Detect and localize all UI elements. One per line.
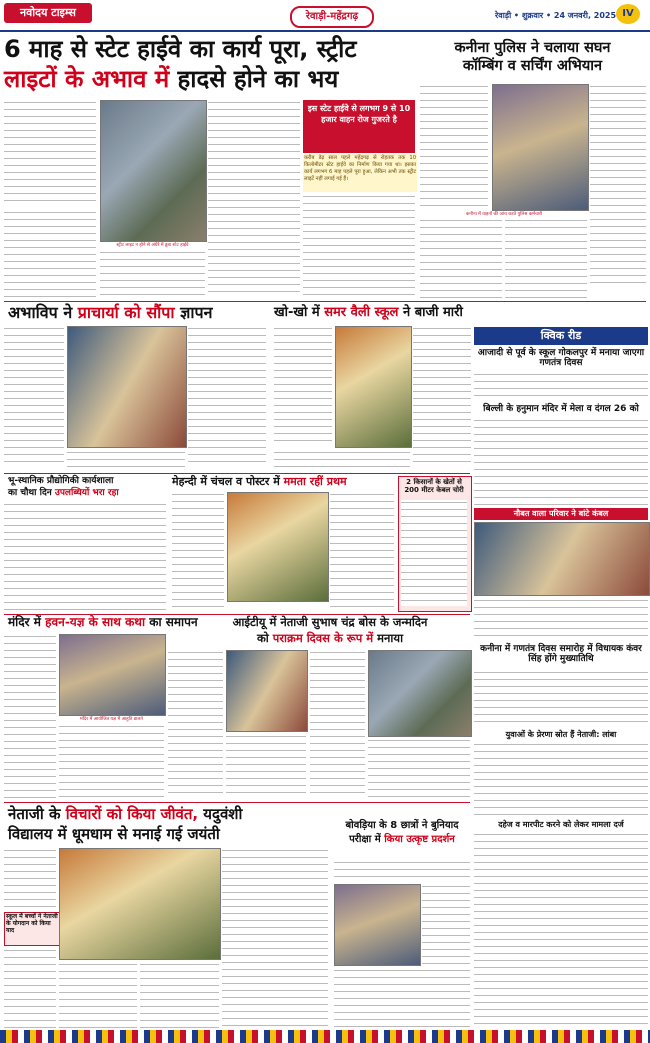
footer-bar [0, 1030, 650, 1043]
lead-headline-red: लाइटों के अभाव में [4, 65, 170, 93]
bhu-headline-c: उपलब्धियों भरा रहा [54, 488, 119, 498]
bodiya-headline-b: परीक्षा में [349, 834, 385, 845]
mandir-text-col2 [59, 724, 164, 799]
divider [4, 301, 646, 302]
khokho-headline-b: समर वैली स्कूल [324, 305, 399, 320]
quickread-text2 [474, 418, 648, 506]
page-number: IV [616, 4, 640, 24]
abvp-text-col1 [4, 326, 64, 466]
khokho-headline-a: खो-खो में [274, 305, 325, 320]
bhu-headline-b: का चौथा दिन [8, 488, 55, 498]
iti-photo2 [368, 650, 472, 737]
netaji-text-col3 [140, 962, 219, 1028]
police-headline-line2: कॉम्बिंग व सर्चिंग अभियान [462, 58, 603, 74]
dateline: रेवाड़ी • शुक्रवार • 24 जनवरी, 2025 [495, 11, 617, 20]
abvp-photo [67, 326, 187, 448]
farmers-text [401, 500, 467, 606]
abvp-headline [8, 304, 268, 322]
mandir-headline-a: मंदिर में [8, 615, 46, 629]
mandir-text-col1 [4, 634, 56, 799]
quickread-h5: युवाओं के प्रेरणा स्रोत हैं नेताजी: लांबा [505, 730, 617, 739]
bodiya-headline-c: किया उत्कृष्ट प्रदर्शन [384, 834, 455, 845]
bhu-text [4, 502, 166, 610]
lead-headline-line1: 6 माह से स्टेट हाईवे का कार्य पूरा, स्ट्रीट [4, 35, 357, 63]
quickread-h6: दहेज व मारपीट करने को लेकर मामला दर्ज [498, 820, 624, 829]
iti-text-col4 [368, 738, 470, 798]
netaji-text-col4 [222, 848, 328, 1028]
city-label: रेवाड़ी-महेंद्रगढ़ [290, 6, 374, 28]
mehndi-headline-b: ममता रहीं प्रथम [283, 475, 347, 488]
abvp-headline-a: अभाविप ने [8, 303, 78, 322]
lead-text-col3 [208, 100, 300, 298]
iti-headline-c: पराक्रम दिवस के रूप में [272, 631, 374, 645]
mehndi-headline [172, 476, 397, 489]
police-photo-caption: कनीना में वाहनों की जांच करते पुलिस कर्मचारी [465, 212, 543, 217]
khokho-photo [335, 326, 412, 448]
netaji-headline-line1 [8, 806, 328, 823]
police-photo [492, 84, 589, 211]
abvp-headline-c: ज्ञापन [174, 303, 213, 322]
brand-logo: नवोदय टाइम्स [4, 3, 92, 23]
khokho-text-col3 [413, 326, 471, 466]
lead-highlight-body: करीब डेढ़ साल पहले महेंद्रगढ़ से रोहतक तक 10 किलोमीटर स्टेट हाईवे का निर्माण किया गया था। इसका कार्य लगभग 6 माह पहले पूरा हुआ, लेकिन अभी तक स्ट्रीट लाइटें नहीं लगाई गई हैं। [303, 154, 417, 192]
lead-text-col2 [100, 250, 205, 298]
police-headline-line1: कनीना पुलिस ने चलाया सघन [454, 40, 611, 56]
lead-text-col4 [303, 194, 415, 298]
lead-text-col1b [4, 210, 96, 298]
police-text-col3 [590, 84, 646, 289]
abvp-text-col3 [188, 326, 266, 466]
iti-text-col3 [310, 650, 365, 798]
netaji-text-col2 [59, 962, 137, 1028]
netaji-photo [59, 848, 221, 960]
mehndi-text-col3 [330, 492, 394, 610]
farmers-headline: 2 किसानों के खेतों से 200 मीटर केबल चोरी [404, 478, 464, 495]
mehndi-text-col1 [172, 492, 224, 610]
quickread-h3: नौबत वाला परिवार ने बांटे कंबल [474, 508, 648, 520]
mandir-photo-caption: मंदिर में आयोजित यज्ञ में आहुति डालते [80, 717, 143, 722]
lead-text-col1 [4, 100, 96, 205]
iti-headline-b: को [256, 631, 273, 645]
divider [4, 802, 470, 803]
bodiya-text-col2 [422, 884, 470, 964]
quickread-title: क्विक रीड [474, 327, 648, 345]
quickread-text5 [474, 742, 648, 818]
netaji-headline-line2: विद्यालय में धूमधाम से मनाई गई जयंती [8, 825, 220, 843]
lead-headline-black: हादसे होने का भय [169, 65, 339, 93]
lead-photo-caption: स्ट्रीट लाइट न होने से अंधेरे में डूबा स्टेट हाईवे [116, 243, 189, 248]
khokho-headline-c: ने बाजी मारी [398, 305, 463, 320]
quickread-h4: कनीना में गणतंत्र दिवस समारोह में विधायक कंवर सिंह होंगे मुख्यातिथि [480, 644, 642, 665]
police-text-col1b [420, 218, 502, 298]
mandir-headline-c: का समापन [145, 615, 198, 629]
netaji-headline-c: यदुवंशी [198, 805, 243, 823]
mandir-photo [59, 634, 166, 716]
lead-highlight-box: इस स्टेट हाईवे से लगभग 9 से 10 हजार वाहन रोज गुजरते है [303, 100, 415, 153]
netaji-subhead: स्कूल में बच्चों ने नेताजी के योगदान को किया याद [4, 912, 60, 946]
khokho-text-foot [274, 450, 410, 470]
abvp-text-foot [67, 450, 185, 470]
netaji-headline-b: विचारों को किया जीवंत, [65, 805, 199, 823]
bodiya-text-top [334, 860, 470, 880]
iti-headline-line2 [190, 632, 470, 645]
bhu-headline-line2 [8, 488, 168, 498]
bodiya-headline-line1: बोवड़िया के 8 छात्रों ने बुनियाद [345, 820, 459, 831]
bodiya-headline-line2 [334, 834, 470, 846]
quickread-text4 [474, 670, 648, 728]
iti-headline-line1: आईटीयू में नेताजी सुभाष चंद्र बोस के जन्मदिन [232, 615, 428, 629]
bhu-headline-line1: भू-स्थानिक प्रौद्योगिकी कार्यशाला [8, 476, 114, 486]
quickread-h1: आजादी से पूर्व के स्कूल गोकलपुर में मनाया जाएगा गणतंत्र दिवस [477, 348, 645, 369]
mehndi-photo [227, 492, 329, 602]
iti-headline-d: मनाया [373, 631, 404, 645]
netaji-text-col1 [4, 848, 56, 908]
khokho-text-col1 [274, 326, 332, 446]
bodiya-photo [334, 884, 421, 966]
lead-photo [100, 100, 207, 242]
mandir-headline-b: हवन-यज्ञ के साथ कथा [45, 615, 146, 629]
police-text-col1 [420, 84, 488, 209]
khokho-headline [274, 306, 470, 321]
iti-text-col2 [226, 734, 306, 798]
quickread-h2: बिल्ली के हनुमान मंदिर में मेला व दंगल 26 को [483, 404, 639, 414]
netaji-text-col1b [4, 948, 56, 1028]
abvp-headline-b: प्राचार्या को सौंपा [77, 303, 175, 322]
iti-text-col1 [168, 650, 223, 798]
mehndi-headline-a: मेहन्दी में चंचल व पोस्टर में [172, 475, 284, 488]
divider [4, 473, 470, 474]
quickread-text3 [474, 598, 648, 642]
iti-photo [226, 650, 308, 732]
lead-headline-line2 [4, 66, 414, 94]
bodiya-text-bottom [334, 968, 470, 1028]
quickread-text6 [474, 832, 648, 1026]
netaji-headline-a: नेताजी के [8, 805, 66, 823]
quickread-photo [474, 522, 650, 596]
police-text-col2b [505, 218, 587, 298]
quickread-text1 [474, 372, 648, 402]
